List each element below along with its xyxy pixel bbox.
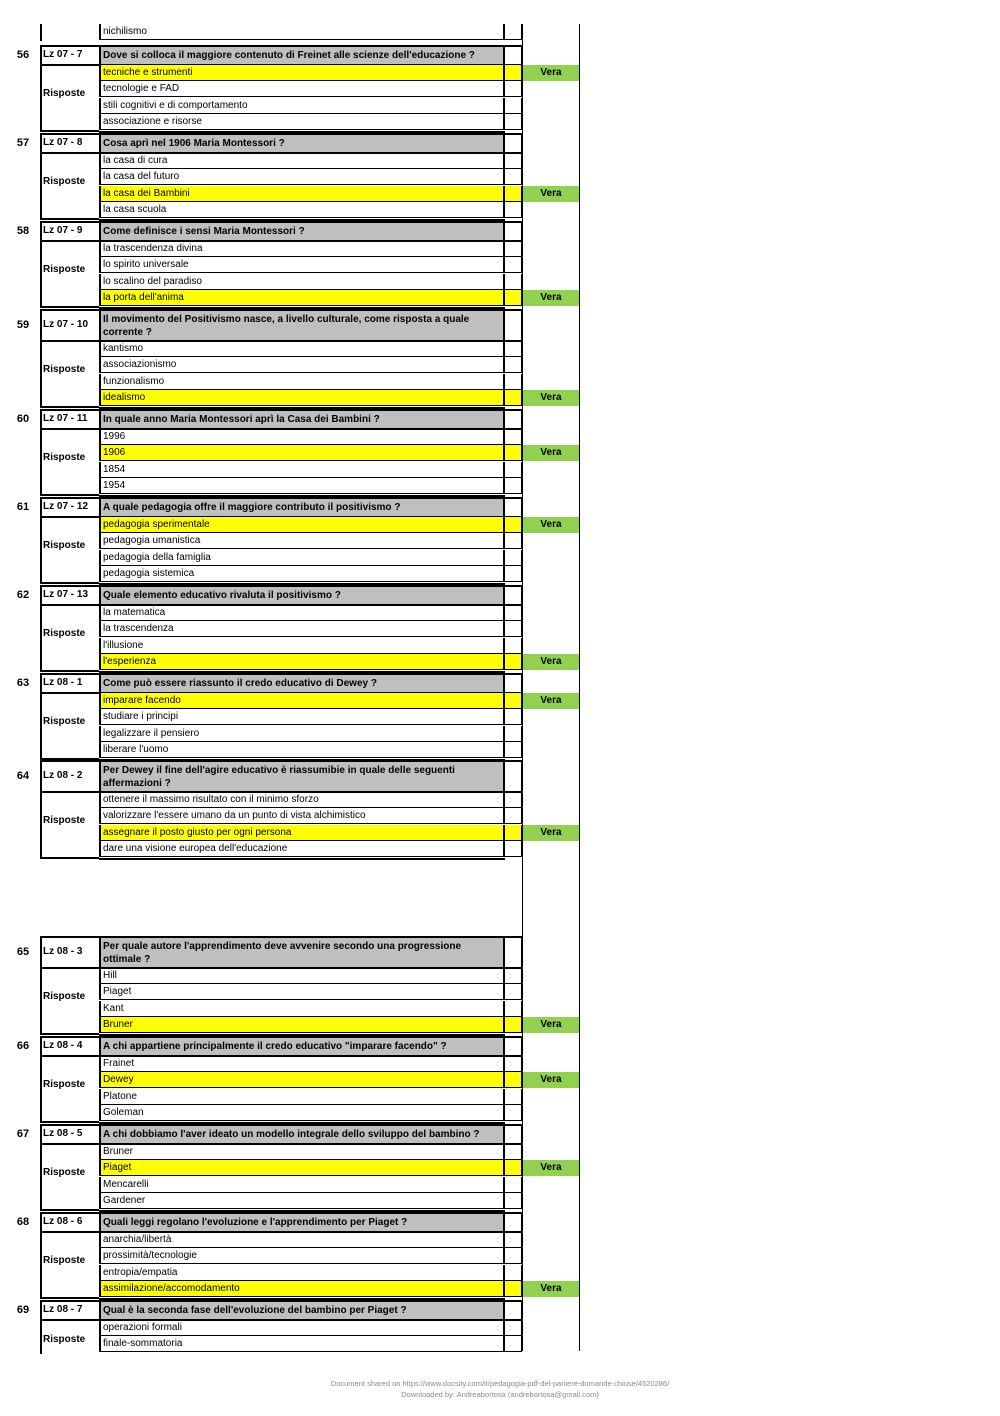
answer-mark-cell <box>505 550 522 566</box>
answer-option: operazioni formali <box>99 1320 505 1336</box>
answer-mark-cell <box>505 341 522 357</box>
question-code: Lz 08 - 2 <box>43 769 83 781</box>
question-gap-cell <box>505 221 522 242</box>
risposte-label: Risposte <box>43 451 86 463</box>
correct-badge: Vera <box>523 390 579 406</box>
question-code: Lz 08 - 5 <box>43 1127 83 1139</box>
answer-mark-cell <box>505 1265 522 1281</box>
code-divider <box>40 967 99 969</box>
question-code: Lz 07 - 12 <box>43 500 89 512</box>
question-number: 64 <box>16 769 30 782</box>
question-gap-cell <box>505 45 522 66</box>
risposte-label: Risposte <box>43 1166 86 1178</box>
answer-mark-cell <box>505 654 522 670</box>
question-number: 65 <box>16 945 30 958</box>
question-text: Dove si colloca il maggiore contenuto di Freinet alle scienze dell'educazione ? <box>99 45 505 66</box>
code-divider <box>40 1319 99 1321</box>
question-number: 61 <box>16 500 30 513</box>
answer-mark-cell <box>505 186 522 202</box>
question-text: In quale anno Maria Montessori aprì la Casa dei Bambini ? <box>99 409 505 430</box>
answer-mark-cell <box>505 462 522 478</box>
answer-mark-cell <box>505 429 522 445</box>
question-gap-cell <box>505 673 522 694</box>
question-number: 66 <box>16 1039 30 1052</box>
answer-option: 1854 <box>99 462 505 478</box>
code-divider <box>40 1143 99 1145</box>
answer-option: Goleman <box>99 1105 505 1121</box>
question-text: Per Dewey il fine dell'agire educativo è riassumibie in quale delle seguenti affermazioni ? <box>99 760 505 793</box>
answer-mark-cell <box>505 742 522 758</box>
question-text: Quali leggi regolano l'evoluzione e l'apprendimento per Piaget ? <box>99 1212 505 1233</box>
answer-option: prossimità/tecnologie <box>99 1248 505 1264</box>
correct-badge: Vera <box>523 1072 579 1088</box>
answer-mark-cell <box>505 257 522 273</box>
risposte-label: Risposte <box>43 627 86 639</box>
correct-badge: Vera <box>523 445 579 461</box>
correct-badge: Vera <box>523 65 579 81</box>
question-code: Lz 07 - 7 <box>43 48 83 60</box>
risposte-label: Risposte <box>43 990 86 1002</box>
answer-option: Mencarelli <box>99 1177 505 1193</box>
answer-mark-cell <box>505 566 522 582</box>
risposte-label: Risposte <box>43 1078 86 1090</box>
question-code: Lz 08 - 4 <box>43 1039 83 1051</box>
question-gap-cell <box>505 760 522 793</box>
correct-badge: Vera <box>523 1160 579 1176</box>
question-number: 68 <box>16 1215 30 1228</box>
answer-option: tecniche e strumenti <box>99 65 505 81</box>
question-code: Lz 08 - 6 <box>43 1215 83 1227</box>
question-text: Il movimento del Positivismo nasce, a livello culturale, come risposta a quale corrente ? <box>99 309 505 342</box>
code-divider <box>40 692 99 694</box>
risposte-label: Risposte <box>43 175 86 187</box>
answer-block-bottom <box>99 858 505 860</box>
answer-option: kantismo <box>99 341 505 357</box>
top-answer-cell <box>505 24 522 40</box>
answer-mark-cell <box>505 1281 522 1297</box>
question-text: Come può essere riassunto il credo educativo di Dewey ? <box>99 673 505 694</box>
answer-mark-cell <box>505 792 522 808</box>
answer-mark-cell <box>505 693 522 709</box>
answer-mark-cell <box>505 374 522 390</box>
answer-option: entropia/empatia <box>99 1265 505 1281</box>
answer-option: la porta dell'anima <box>99 290 505 306</box>
answer-option: pedagogia della famiglia <box>99 550 505 566</box>
answer-mark-cell <box>505 1232 522 1248</box>
answer-option: legalizzare il pensiero <box>99 726 505 742</box>
risposte-label: Risposte <box>43 1334 86 1346</box>
answer-option: la casa dei Bambini <box>99 186 505 202</box>
question-number: 67 <box>16 1127 30 1140</box>
question-number: 62 <box>16 588 30 601</box>
answer-option: assimilazione/accomodamento <box>99 1281 505 1297</box>
answer-mark-cell <box>505 1160 522 1176</box>
risposte-label: Risposte <box>43 87 86 99</box>
answer-mark-cell <box>505 533 522 549</box>
answer-option: Dewey <box>99 1072 505 1088</box>
answer-mark-cell <box>505 1248 522 1264</box>
answer-option: stili cognitivi e di comportamento <box>99 98 505 114</box>
answer-option: Hill <box>99 968 505 984</box>
answer-option: pedagogia umanistica <box>99 533 505 549</box>
code-divider <box>40 516 99 518</box>
question-gap-cell <box>505 1300 522 1321</box>
answer-mark-cell <box>505 65 522 81</box>
correct-badge: Vera <box>523 693 579 709</box>
risposte-label: Risposte <box>43 263 86 275</box>
answer-option: imparare facendo <box>99 693 505 709</box>
answer-option: la casa scuola <box>99 202 505 218</box>
question-gap-cell <box>505 309 522 342</box>
question-gap-cell <box>505 1124 522 1145</box>
answer-mark-cell <box>505 114 522 130</box>
code-divider <box>40 604 99 606</box>
question-gap-cell <box>505 1212 522 1233</box>
answer-mark-cell <box>505 169 522 185</box>
answer-mark-cell <box>505 1320 522 1336</box>
code-divider <box>40 340 99 342</box>
answer-option: valorizzare l'essere umano da un punto di vista alchimistico <box>99 808 505 824</box>
answer-option: Kant <box>99 1001 505 1017</box>
answer-option: pedagogia sperimentale <box>99 517 505 533</box>
answer-option: 1996 <box>99 429 505 445</box>
answer-option: Bruner <box>99 1144 505 1160</box>
risposte-label: Risposte <box>43 715 86 727</box>
answer-mark-cell <box>505 1177 522 1193</box>
top-lz-border <box>40 24 42 41</box>
column-line-far-right <box>579 24 580 1351</box>
answer-mark-cell <box>505 1144 522 1160</box>
question-code: Lz 08 - 3 <box>43 945 83 957</box>
answer-mark-cell <box>505 274 522 290</box>
question-gap-cell <box>505 1036 522 1057</box>
answer-mark-cell <box>505 605 522 621</box>
code-divider <box>40 1231 99 1233</box>
question-code: Lz 08 - 7 <box>43 1303 83 1315</box>
question-gap-cell <box>505 409 522 430</box>
question-number: 63 <box>16 676 30 689</box>
question-code: Lz 07 - 10 <box>43 318 89 330</box>
answer-option: associazione e risorse <box>99 114 505 130</box>
answer-mark-cell <box>505 81 522 97</box>
column-line-right <box>522 24 523 1351</box>
answer-option: assegnare il posto giusto per ogni persona <box>99 825 505 841</box>
answer-mark-cell <box>505 1001 522 1017</box>
answer-option: la casa di cura <box>99 153 505 169</box>
answer-mark-cell <box>505 290 522 306</box>
code-divider <box>40 152 99 154</box>
answer-option: Gardener <box>99 1193 505 1209</box>
answer-option: associazionismo <box>99 357 505 373</box>
answer-option: l'illusione <box>99 638 505 654</box>
top-answer-row: nichilismo <box>99 24 505 40</box>
answer-mark-cell <box>505 478 522 494</box>
answer-mark-cell <box>505 726 522 742</box>
risposte-label: Risposte <box>43 814 86 826</box>
correct-badge: Vera <box>523 654 579 670</box>
answer-mark-cell <box>505 1056 522 1072</box>
answer-option: tecnologie e FAD <box>99 81 505 97</box>
answer-option: finale-sommatoria <box>99 1336 505 1352</box>
answer-option: la trascendenza <box>99 621 505 637</box>
correct-badge: Vera <box>523 1017 579 1033</box>
answer-mark-cell <box>505 709 522 725</box>
answer-mark-cell <box>505 621 522 637</box>
answer-option: funzionalismo <box>99 374 505 390</box>
answer-option: ottenere il massimo risultato con il minimo sforzo <box>99 792 505 808</box>
answer-option: anarchia/libertà <box>99 1232 505 1248</box>
footer-shared: Document shared on https://www.docsity.com/it/pedagogia-pdf-del-paniere-domande-chiuse/4520286/ <box>330 1379 670 1388</box>
answer-mark-cell <box>505 357 522 373</box>
answer-mark-cell <box>505 202 522 218</box>
question-gap-cell <box>505 585 522 606</box>
code-divider <box>40 240 99 242</box>
answer-option: Bruner <box>99 1017 505 1033</box>
answer-option: dare una visione europea dell'educazione <box>99 841 505 857</box>
code-divider <box>40 791 99 793</box>
answer-mark-cell <box>505 841 522 857</box>
question-text: Qual è la seconda fase dell'evoluzione del bambino per Piaget ? <box>99 1300 505 1321</box>
question-number: 59 <box>16 318 30 331</box>
answer-mark-cell <box>505 1105 522 1121</box>
answer-option: 1906 <box>99 445 505 461</box>
question-code: Lz 07 - 11 <box>43 412 88 424</box>
question-gap-cell <box>505 936 522 969</box>
footer-downloaded: Downloaded by: Andreabortosa (andrebortosa@gmail.com) <box>401 1390 599 1399</box>
question-code: Lz 07 - 8 <box>43 136 83 148</box>
correct-badge: Vera <box>523 290 579 306</box>
answer-mark-cell <box>505 98 522 114</box>
answer-option: pedagogia sistemica <box>99 566 505 582</box>
question-gap-cell <box>505 497 522 518</box>
question-code: Lz 07 - 9 <box>43 224 83 236</box>
question-text: Come definisce i sensi Maria Montessori ? <box>99 221 505 242</box>
answer-option: liberare l'uomo <box>99 742 505 758</box>
answer-mark-cell <box>505 808 522 824</box>
answer-option: idealismo <box>99 390 505 406</box>
answer-mark-cell <box>505 984 522 1000</box>
answer-option: lo spirito universale <box>99 257 505 273</box>
answer-mark-cell <box>505 1336 522 1352</box>
question-number: 69 <box>16 1303 30 1316</box>
answer-mark-cell <box>505 1017 522 1033</box>
answer-option: Frainet <box>99 1056 505 1072</box>
question-text: Quale elemento educativo rivaluta il positivismo ? <box>99 585 505 606</box>
answer-option: la casa del futuro <box>99 169 505 185</box>
question-gap-cell <box>505 133 522 154</box>
correct-badge: Vera <box>523 186 579 202</box>
answer-mark-cell <box>505 445 522 461</box>
question-text: A chi dobbiamo l'aver ideato un modello integrale dello sviluppo del bambino ? <box>99 1124 505 1145</box>
question-text: Cosa aprì nel 1906 Maria Montessori ? <box>99 133 505 154</box>
answer-mark-cell <box>505 638 522 654</box>
question-text: Per quale autore l'apprendimento deve avvenire secondo una progressione ottimale ? <box>99 936 505 969</box>
answer-option: Piaget <box>99 1160 505 1176</box>
question-number: 60 <box>16 412 30 425</box>
code-divider <box>40 64 99 66</box>
question-text: A chi appartiene principalmente il credo educativo "imparare facendo" ? <box>99 1036 505 1057</box>
answer-mark-cell <box>505 825 522 841</box>
question-number: 57 <box>16 136 30 149</box>
risposte-label: Risposte <box>43 1254 86 1266</box>
answer-mark-cell <box>505 390 522 406</box>
question-text: A quale pedagogia offre il maggiore contributo il positivismo ? <box>99 497 505 518</box>
code-divider <box>40 1055 99 1057</box>
answer-option: Platone <box>99 1089 505 1105</box>
answer-mark-cell <box>505 1072 522 1088</box>
answer-mark-cell <box>505 1089 522 1105</box>
answer-mark-cell <box>505 517 522 533</box>
answer-option: 1954 <box>99 478 505 494</box>
correct-badge: Vera <box>523 1281 579 1297</box>
risposte-label: Risposte <box>43 539 86 551</box>
answer-option: studiare i principi <box>99 709 505 725</box>
answer-option: lo scalino del paradiso <box>99 274 505 290</box>
answer-option: l'esperienza <box>99 654 505 670</box>
answer-option: Piaget <box>99 984 505 1000</box>
answer-mark-cell <box>505 241 522 257</box>
question-number: 56 <box>16 48 30 61</box>
answer-mark-cell <box>505 1193 522 1209</box>
question-code: Lz 07 - 13 <box>43 588 89 600</box>
risposte-label: Risposte <box>43 363 86 375</box>
correct-badge: Vera <box>523 825 579 841</box>
answer-option: la trascendenza divina <box>99 241 505 257</box>
question-number: 58 <box>16 224 30 237</box>
answer-mark-cell <box>505 968 522 984</box>
answer-option: la matematica <box>99 605 505 621</box>
code-divider <box>40 428 99 430</box>
correct-badge: Vera <box>523 517 579 533</box>
answer-mark-cell <box>505 153 522 169</box>
question-code: Lz 08 - 1 <box>43 676 83 688</box>
